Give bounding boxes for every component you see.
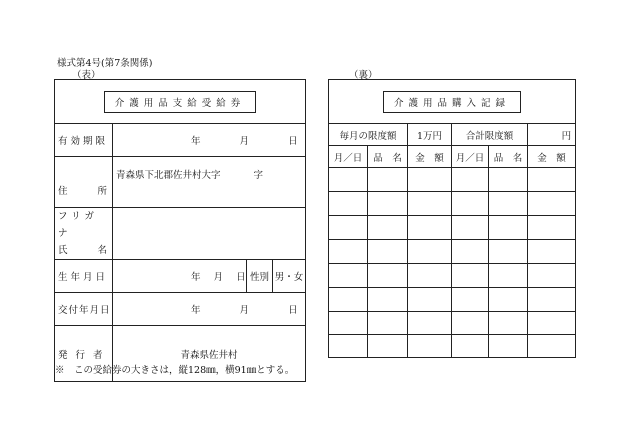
validity-label: 有効期限 — [55, 124, 113, 157]
col-header-item-1: 品 名 — [368, 146, 408, 168]
monthly-limit-label: 毎月の限度額 — [329, 124, 408, 146]
table-row — [329, 168, 576, 192]
address-label — [55, 157, 113, 208]
issue-year: 年 — [191, 305, 201, 316]
issue-date-value — [113, 293, 306, 326]
name-label-end: 名 — [97, 245, 107, 256]
name-label — [55, 208, 113, 260]
front-title-row — [55, 80, 306, 124]
issue-month: 月 — [239, 305, 250, 316]
validity-day: 日 — [288, 136, 298, 147]
validity-year: 年 — [191, 136, 201, 147]
address-label-start: 住 — [58, 186, 68, 197]
birth-day: 日 — [236, 272, 246, 283]
table-row — [329, 192, 576, 216]
furigana-label: フリガナ — [58, 211, 99, 239]
total-limit-unit: 円 — [561, 130, 572, 142]
table-row — [329, 264, 576, 288]
sex-value: 男・女 — [273, 260, 306, 293]
birth-value — [113, 260, 247, 293]
front-card — [54, 79, 306, 382]
table-row — [329, 312, 576, 335]
issuer-value: 青森県佐井村 — [113, 326, 306, 382]
back-title-row — [329, 80, 576, 124]
name-label-start: 氏 — [58, 245, 68, 256]
table-row — [329, 216, 576, 240]
form-number-label: 様式第4号(第7条関係) — [57, 58, 153, 69]
table-row — [329, 335, 576, 358]
front-title: 介護用品支給受給券 — [104, 91, 257, 113]
col-header-item-2: 品 名 — [489, 146, 528, 168]
issuer-label: 発行者 — [55, 326, 113, 382]
col-header-date-2: 月／日 — [452, 146, 489, 168]
total-limit-label: 合計限度額 — [452, 124, 528, 146]
back-card — [328, 79, 576, 358]
birth-label: 生年月日 — [55, 260, 113, 293]
front-side-label: （表） — [72, 70, 101, 81]
address-label-end: 所 — [97, 186, 107, 197]
validity-value — [113, 124, 306, 157]
back-side-label: （裏） — [349, 70, 378, 81]
address-prefix: 青森県下北郡佐井村大字 — [116, 170, 221, 181]
sex-label: 性別 — [247, 260, 273, 293]
total-limit-value — [528, 124, 576, 146]
footnote: ※ この受給券の大きさは，縦128㎜，横91㎜とする。 — [55, 365, 295, 376]
table-row — [329, 288, 576, 312]
back-header-row — [329, 146, 576, 168]
validity-month: 月 — [239, 136, 250, 147]
col-header-amount-1: 金 額 — [408, 146, 452, 168]
col-header-amount-2: 金 額 — [528, 146, 576, 168]
issue-date-label: 交付年月日 — [55, 293, 113, 326]
name-value — [113, 208, 306, 260]
monthly-limit-value: 1万円 — [408, 124, 452, 146]
col-header-date-1: 月／日 — [329, 146, 368, 168]
issue-day: 日 — [288, 305, 298, 316]
back-title: 介護用品購入記録 — [383, 91, 521, 113]
address-aza: 字 — [253, 170, 264, 181]
address-value — [113, 157, 306, 208]
birth-year: 年 — [191, 272, 201, 283]
table-row — [329, 240, 576, 264]
birth-month: 月 — [213, 272, 224, 283]
